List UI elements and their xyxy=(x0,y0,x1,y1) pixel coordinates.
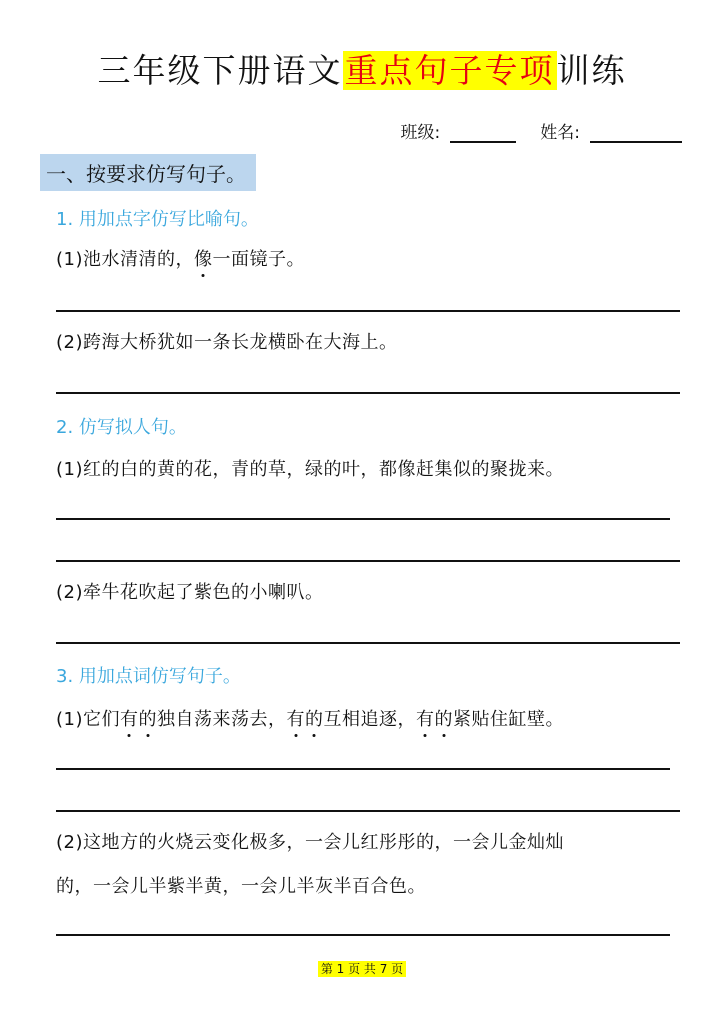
question-6-line-2: 的，一会儿半紫半黄，一会儿半灰半百合色。 xyxy=(56,876,426,897)
class-blank[interactable] xyxy=(450,123,516,143)
subheading-simile: 1. 用加点字仿写比喻句。 xyxy=(56,209,259,230)
class-label: 班级: xyxy=(400,123,441,143)
answer-line[interactable] xyxy=(56,934,670,936)
q5-dotted-char: 的 xyxy=(434,709,453,730)
q1-text-b: 一面镜子。 xyxy=(212,249,305,270)
name-label: 姓名: xyxy=(540,123,580,143)
q5-part-2: 独自荡来荡去， xyxy=(157,709,287,730)
answer-line[interactable] xyxy=(56,768,670,770)
question-6-line-1: (2)这地方的火烧云变化极多，一会儿红彤彤的，一会儿金灿灿 xyxy=(56,832,564,853)
name-blank[interactable] xyxy=(590,123,682,143)
subheading-dotted-words: 3. 用加点词仿写句子。 xyxy=(56,666,241,687)
q5-dotted-char: 有 xyxy=(120,709,139,730)
answer-line[interactable] xyxy=(56,392,680,394)
answer-line[interactable] xyxy=(56,310,680,312)
page-footer xyxy=(0,960,724,977)
answer-line[interactable] xyxy=(56,810,680,812)
answer-line[interactable] xyxy=(56,560,680,562)
student-info xyxy=(401,118,682,143)
question-3: (1)红的白的黄的花，青的草，绿的叶，都像赶集似的聚拢来。 xyxy=(56,459,564,480)
q5-part-1: (1)它们 xyxy=(56,709,120,730)
q5-dotted-char: 有 xyxy=(286,709,305,730)
title-suffix: 训练 xyxy=(556,51,627,90)
title-highlight: 重点句子专项 xyxy=(344,51,555,90)
answer-line[interactable] xyxy=(56,642,680,644)
q1-text-a: (1)池水清清的， xyxy=(56,249,194,270)
q5-part-4: 紧贴住缸壁。 xyxy=(453,709,564,730)
title-prefix: 三年级下册语文 xyxy=(97,51,343,90)
answer-line[interactable] xyxy=(56,518,670,520)
q5-part-3: 互相追逐， xyxy=(323,709,416,730)
q5-dotted-char: 的 xyxy=(138,709,157,730)
section-heading: 一、按要求仿写句子。 xyxy=(40,154,256,191)
q5-dotted-char: 有 xyxy=(416,709,435,730)
page-title xyxy=(0,44,724,98)
page-number: 第 1 页 共 7 页 xyxy=(318,961,406,977)
question-5 xyxy=(56,705,564,731)
q1-dotted-char: 像 xyxy=(194,249,213,270)
question-4: (2)牵牛花吹起了紫色的小喇叭。 xyxy=(56,582,324,603)
question-1 xyxy=(56,245,305,271)
subheading-personification: 2. 仿写拟人句。 xyxy=(56,417,187,438)
q5-dotted-char: 的 xyxy=(305,709,324,730)
question-2: (2)跨海大桥犹如一条长龙横卧在大海上。 xyxy=(56,332,398,353)
